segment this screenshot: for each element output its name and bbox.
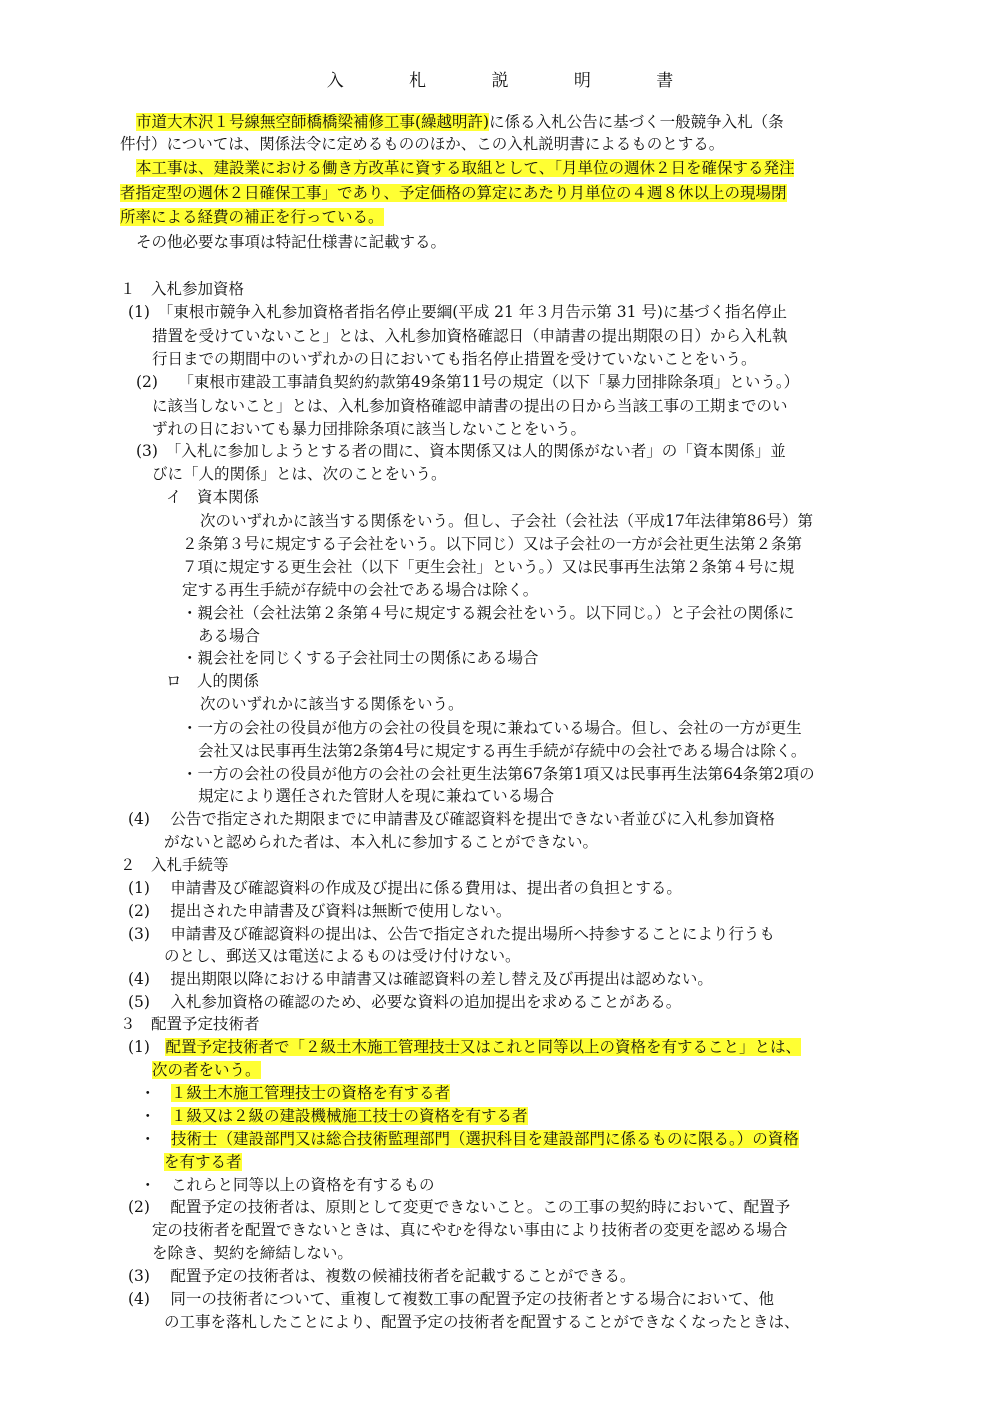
s1-p4-line-1: (4) 公告で指定された期限までに申請書及び確認資料を提出できない者並びに入札参加資格 [128, 810, 775, 828]
s3-p1-line-2 [152, 1060, 261, 1080]
s1-p2-line-1: (2) 「東根市建設工事請負契約約款第49条第11号の規定（以下「暴力団排除条項」という。） [136, 373, 800, 391]
s1-ro-bullet-1-line-2: 会社又は民事再生法第2条第4号に規定する再生手続が存続中の会社である場合は除く。 [198, 742, 807, 760]
s1-i-bullet-1-line-2: ある場合 [198, 627, 261, 645]
s1-i-line-4: 定する再生手続が存続中の会社である場合は除く。 [182, 581, 539, 599]
s3-p1-line-1 [128, 1037, 801, 1057]
s3-p4-line-2: の工事を落札したことにより、配置予定の技術者を配置することができなくなったときは、 [164, 1313, 800, 1331]
s1-i-bullet-1-line-1: ・親会社（会社法第２条第４号に規定する親会社をいう。以下同じ。）と子会社の関係に [182, 604, 795, 622]
s1-i-bullet-2: ・親会社を同じくする子会社同士の関係にある場合 [182, 649, 539, 667]
s1-ro-bullet-2-line-1: ・一方の会社の役員が他方の会社の会社更生法第67条第1項又は民事再生法第64条第2項の [182, 765, 815, 783]
intro-line-2: 件付）については、関係法令に定めるもののほか、この入札説明書によるものとする。 [120, 135, 725, 153]
s1-p2-line-2: に該当しないこと」とは、入札参加資格確認申請書の提出の日から当該工事の工期までのい [152, 397, 788, 415]
s2-p5: (5) 入札参加資格の確認のため、必要な資料の追加提出を求めることがある。 [128, 993, 682, 1011]
intro-highlight-4: 者指定型の週休２日確保工事」であり、予定価格の算定にあたり月単位の４週８休以上の現場閉 [120, 184, 787, 202]
s1-p1-line-3: 行日までの期間中のいずれかの日においても指名停止措置を受けていないことをいう。 [152, 350, 757, 368]
s1-p3-line-1: (3) 「入札に参加しようとする者の間に、資本関係又は人的関係がない者」の「資本関係」並 [136, 442, 786, 460]
s1-p2-line-3: ずれの日においても暴力団排除条項に該当しないことをいう。 [152, 420, 587, 438]
intro-project-name: 市道大木沢１号線無空師橋橋梁補修工事(繰越明許) [136, 113, 490, 131]
s1-i-heading: イ 資本関係 [166, 488, 260, 506]
s2-p3-line-2: のとし、郵送又は電送によるものは受け付けない。 [164, 947, 521, 965]
s3-bullet-1 [140, 1083, 450, 1103]
s1-ro-bullet-1-line-1: ・一方の会社の役員が他方の会社の役員を現に兼ねている場合。但し、会社の一方が更生 [182, 719, 802, 737]
s3-bullet-1-text: １級土木施工管理技士の資格を有する者 [171, 1084, 451, 1102]
s1-i-line-3: ７項に規定する更生会社（以下「更生会社」という。）又は民事再生法第２条第４号に規 [182, 558, 795, 576]
intro-line-6: その他必要な事項は特記仕様書に記載する。 [136, 233, 447, 251]
s3-bullet-4 [140, 1175, 435, 1195]
s3-p2-line-2: 定の技術者を配置できないときは、真にやむを得ない事由により技術者の変更を認める場合 [152, 1221, 788, 1239]
s3-p2-line-1: (2) 配置予定の技術者は、原則として変更できないこと。この工事の契約時において、配置予 [128, 1198, 791, 1216]
section-2-heading: ２ 入札手続等 [120, 856, 229, 874]
s3-p2-line-3: を除き、契約を締結しない。 [152, 1244, 353, 1262]
section-1-heading: １ 入札参加資格 [120, 280, 245, 298]
bullet-mark: ・ [140, 1084, 156, 1102]
s2-p2: (2) 提出された申請書及び資料は無断で使用しない。 [128, 902, 512, 920]
s1-p4-line-2: がないと認められた者は、本入札に参加することができない。 [164, 833, 599, 851]
s3-bullet-3-line-2 [164, 1152, 242, 1172]
s3-bullet-2-text: １級又は２級の建設機械施工技士の資格を有する者 [171, 1107, 528, 1125]
s2-p1: (1) 申請書及び確認資料の作成及び提出に係る費用は、提出者の負担とする。 [128, 879, 682, 897]
s1-i-line-2: ２条第３号に規定する子会社をいう。以下同じ）又は子会社の一方が会社更生法第２条第 [182, 535, 803, 553]
s1-p1-line-1: (1) 「東根市競争入札参加資格者指名停止要綱(平成 21 年３月告示第 31 号)に基づく指名停止 [128, 303, 787, 321]
bullet-mark: ・ [140, 1107, 156, 1125]
s3-p1-highlight-1: 配置予定技術者で「２級土木施工管理技士又はこれと同等以上の資格を有すること」とは、 [165, 1038, 801, 1056]
s1-i-line-1: 次のいずれかに該当する関係をいう。但し、子会社（会社法（平成17年法律第86号）第 [200, 512, 813, 530]
s3-p1-number: (1) [128, 1038, 166, 1056]
s1-ro-heading: ロ 人的関係 [166, 672, 260, 690]
section-3-heading: ３ 配置予定技術者 [120, 1015, 260, 1033]
s2-p4: (4) 提出期限以降における申請書又は確認資料の差し替え及び再提出は認めない。 [128, 970, 713, 988]
s3-p4-line-1: (4) 同一の技術者について、重複して複数工事の配置予定の技術者とする場合において、他 [128, 1290, 774, 1308]
intro-highlight-3: 本工事は、建設業における働き方改革に資する取組として、「月単位の週休２日を確保する発注 [136, 159, 795, 177]
s3-p1-highlight-2: 次の者をいう。 [152, 1061, 261, 1079]
intro-line-3 [136, 158, 794, 178]
intro-highlight-5: 所率による経費の補正を行っている。 [120, 208, 384, 226]
document-title: 入 札 説 明 書 [326, 71, 704, 91]
s1-p3-line-2: びに「人的関係」とは、次のことをいう。 [152, 465, 447, 483]
intro-line-1 [136, 112, 784, 132]
s3-bullet-2 [140, 1106, 528, 1126]
intro-line-4 [120, 183, 787, 203]
s1-p1-line-2: 措置を受けていないこと」とは、入札参加資格確認日（申請書の提出期限の日）から入札執 [152, 327, 788, 345]
bullet-mark: ・ [140, 1176, 156, 1194]
intro-line-5 [120, 207, 384, 227]
s3-bullet-3-line-1 [140, 1129, 799, 1149]
bullet-mark: ・ [140, 1130, 156, 1148]
s1-ro-line-1: 次のいずれかに該当する関係をいう。 [200, 695, 464, 713]
s3-bullet-3-text-1: 技術士（建設部門又は総合技術監理部門（選択科目を建設部門に係るものに限る。）の資格 [171, 1130, 799, 1148]
s2-p3-line-1: (3) 申請書及び確認資料の提出は、公告で指定された提出場所へ持参することにより行うも [128, 925, 775, 943]
s3-bullet-3-text-2: を有する者 [164, 1153, 242, 1171]
s1-ro-bullet-2-line-2: 規定により選任された管財人を現に兼ねている場合 [198, 787, 555, 805]
s3-p3: (3) 配置予定の技術者は、複数の候補技術者を記載することができる。 [128, 1267, 636, 1285]
s3-bullet-4-text: これらと同等以上の資格を有するもの [171, 1176, 435, 1194]
intro-line-1-rest: に係る入札公告に基づく一般競争入札（条 [489, 113, 784, 131]
